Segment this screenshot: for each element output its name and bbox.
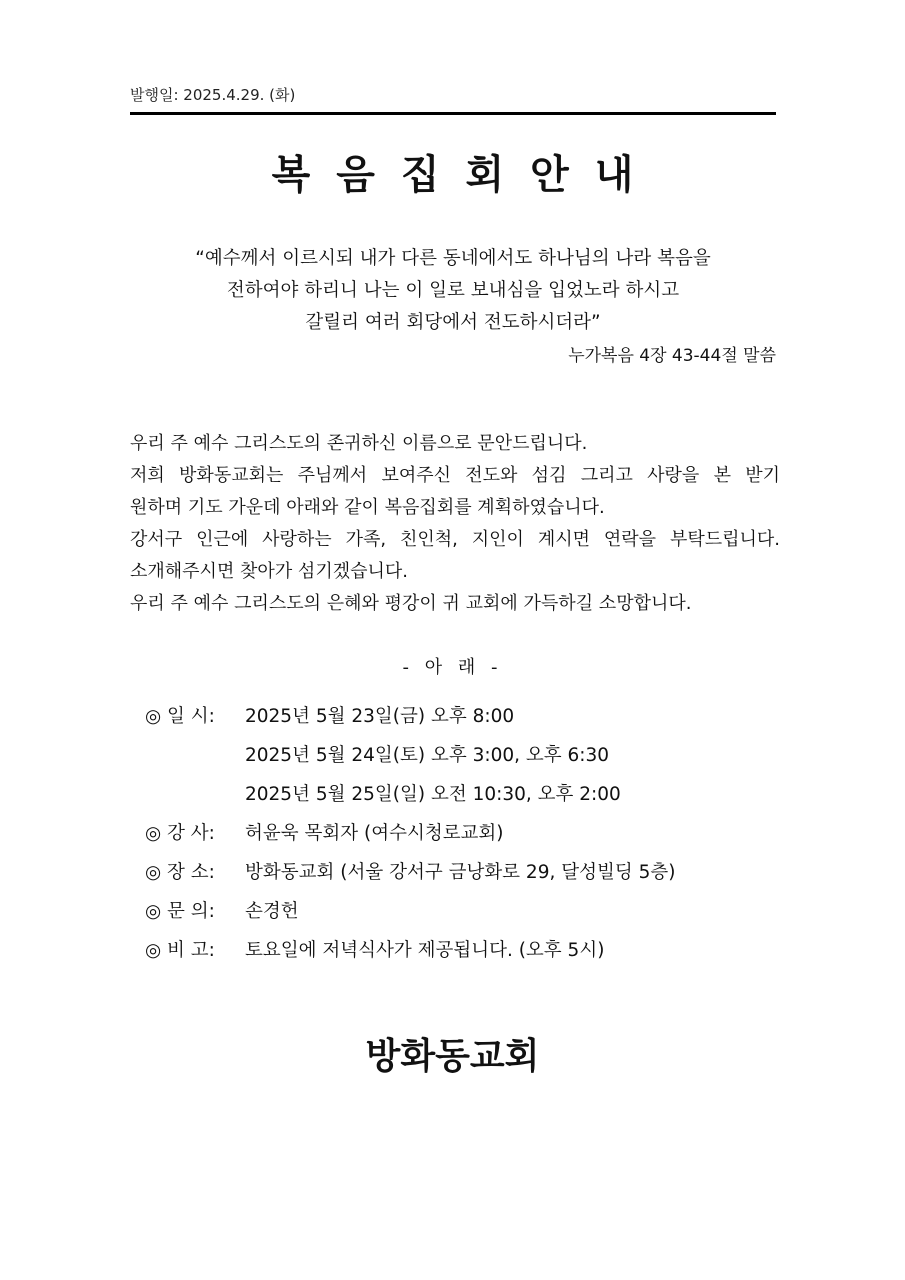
detail-value: 방화동교회 (서울 강서구 금낭화로 29, 달성빌딩 5층): [245, 862, 676, 883]
detail-value: 2025년 5월 23일(금) 오후 8:00: [245, 706, 515, 727]
scripture-quote: [130, 243, 776, 339]
detail-label: ◎ 장 소:: [145, 862, 215, 883]
detail-value: 2025년 5월 25일(일) 오전 10:30, 오후 2:00: [245, 784, 621, 805]
detail-value: 토요일에 저녁식사가 제공됩니다. (오후 5시): [245, 940, 605, 961]
scripture-line: 갈릴리 여러 회당에서 전도하시더라”: [305, 312, 601, 333]
greeting-paragraph: [130, 428, 780, 620]
paragraph-line: 소개해주시면 찾아가 섬기겠습니다.: [130, 561, 408, 582]
detail-label: [145, 736, 245, 775]
scripture-line: “예수께서 이르시되 내가 다른 동네에서도 하나님의 나라 복음을: [195, 248, 711, 269]
event-details: [145, 697, 785, 970]
detail-row-venue: [145, 853, 785, 892]
paragraph-line: 강서구 인근에 사랑하는 가족, 친인척, 지인이 계시면 연락을 부탁드립니다.: [130, 529, 780, 550]
page-title: 복음집회안내: [271, 152, 660, 198]
detail-value: 2025년 5월 24일(토) 오후 3:00, 오후 6:30: [245, 745, 610, 766]
detail-row-speaker: [145, 814, 785, 853]
detail-row-datetime-2: [145, 736, 785, 775]
scripture-line: 전하여야 하리니 나는 이 일로 보내심을 입었노라 하시고: [226, 280, 680, 301]
detail-row-remarks: [145, 931, 785, 970]
paragraph-line: 우리 주 예수 그리스도의 존귀하신 이름으로 문안드립니다.: [130, 433, 588, 454]
scripture-reference: 누가복음 4장 43-44절 말씀: [568, 346, 776, 366]
detail-row-datetime: [145, 697, 785, 736]
detail-value: 손경헌: [245, 901, 299, 922]
detail-value: 허윤욱 목회자 (여수시청로교회): [245, 823, 504, 844]
detail-label: ◎ 문 의:: [145, 901, 215, 922]
paragraph-line: 저희 방화동교회는 주님께서 보여주신 전도와 섬김 그리고 사랑을 본 받기: [130, 465, 780, 486]
detail-label: [145, 775, 245, 814]
detail-label: ◎ 일 시:: [145, 706, 215, 727]
header-divider: [130, 112, 776, 115]
church-name: 방화동교회: [365, 1036, 540, 1077]
paragraph-line: 원하며 기도 가운데 아래와 같이 복음집회를 계획하였습니다.: [130, 497, 605, 518]
issue-date: 발행일: 2025.4.29. (화): [130, 86, 296, 104]
details-heading: - 아 래 -: [402, 657, 503, 678]
detail-label: ◎ 비 고:: [145, 940, 215, 961]
paragraph-line: 우리 주 예수 그리스도의 은혜와 평강이 귀 교회에 가득하길 소망합니다.: [130, 593, 692, 614]
detail-label: ◎ 강 사:: [145, 823, 215, 844]
detail-row-contact: [145, 892, 785, 931]
detail-row-datetime-3: [145, 775, 785, 814]
